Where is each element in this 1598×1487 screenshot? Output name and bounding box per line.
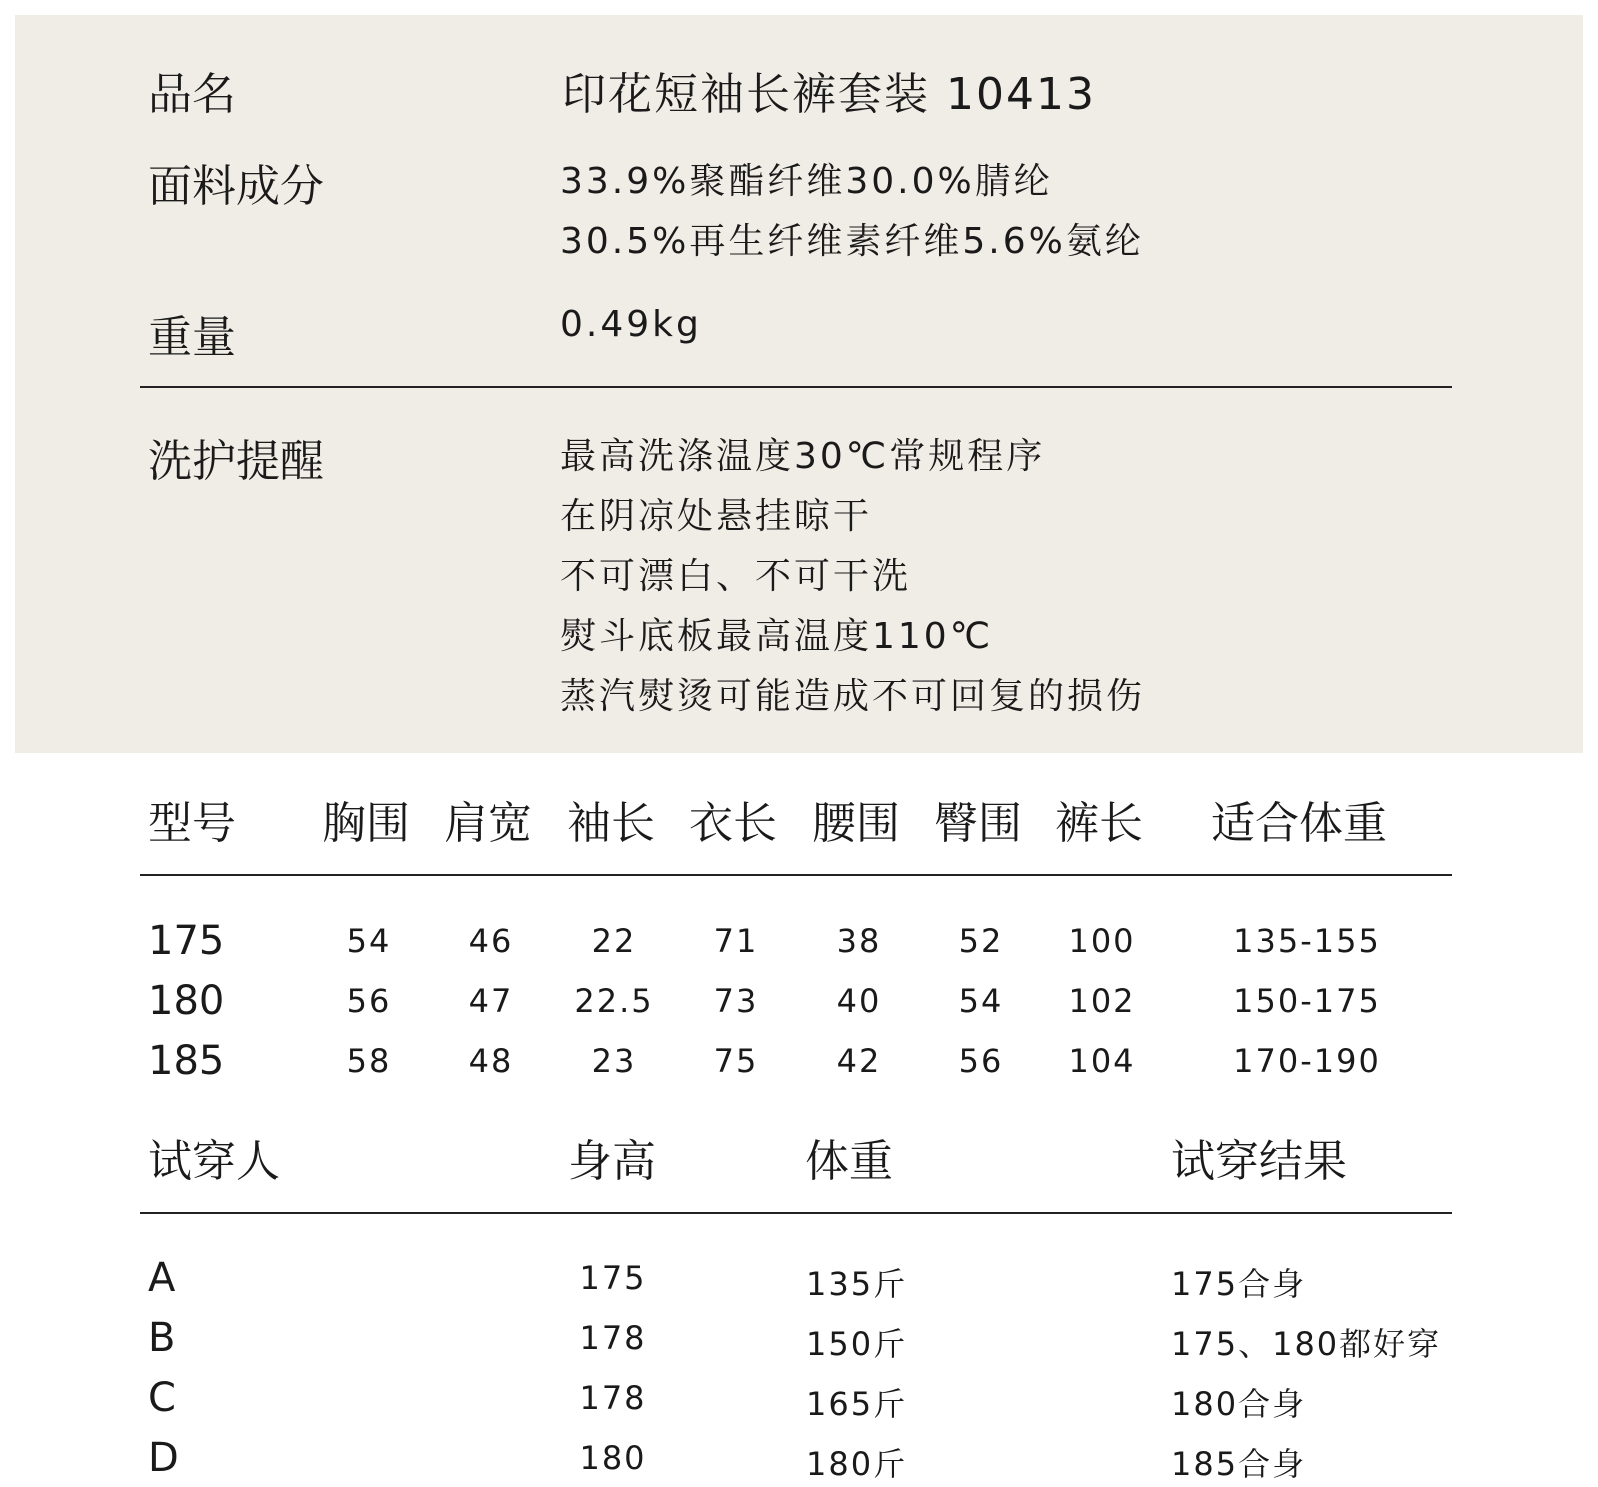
size-row-model: 180 [148, 978, 225, 1024]
size-header-pants: 裤长 [1055, 798, 1143, 849]
size-table-cell: 56 [958, 1042, 1004, 1080]
fabric-label: 面料成分 [148, 161, 324, 212]
size-header-chest: 胸围 [322, 798, 410, 849]
tryon-header-weight: 体重 [805, 1136, 893, 1187]
size-table-cell: 54 [958, 982, 1004, 1020]
care-line: 蒸汽熨烫可能造成不可回复的损伤 [560, 676, 1146, 717]
size-table-cell: 38 [836, 922, 882, 960]
tryon-table-cell: 180合身 [1171, 1385, 1307, 1423]
size-table-cell: 104 [1068, 1042, 1136, 1080]
size-header-length: 衣长 [689, 798, 777, 849]
tryon-table-cell: 135斤 [806, 1265, 908, 1303]
size-table-cell: 170-190 [1233, 1042, 1381, 1080]
size-table-cell: 40 [836, 982, 882, 1020]
size-table-cell: 52 [958, 922, 1004, 960]
care-line: 不可漂白、不可干洗 [560, 556, 912, 597]
divider [140, 874, 1452, 876]
care-line: 最高洗涤温度30℃常规程序 [560, 436, 1046, 477]
tryon-row-person: B [148, 1315, 176, 1361]
tryon-row-person: D [148, 1435, 179, 1481]
tryon-header-height: 身高 [568, 1136, 656, 1187]
tryon-table-cell: 150斤 [806, 1325, 908, 1363]
size-header-sleeve: 袖长 [567, 798, 655, 849]
divider [140, 1212, 1452, 1214]
size-header-waist: 腰围 [812, 798, 900, 849]
size-table-cell: 22 [591, 922, 637, 960]
tryon-table-cell: 178 [579, 1379, 647, 1417]
fabric-line: 33.9%聚酯纤维30.0%腈纶 [560, 161, 1053, 202]
weight-label: 重量 [148, 312, 236, 363]
tryon-row-person: A [148, 1255, 176, 1301]
tryon-table-cell: 178 [579, 1319, 647, 1357]
size-table-cell: 100 [1068, 922, 1136, 960]
tryon-table-cell: 175合身 [1171, 1265, 1307, 1303]
size-table-cell: 54 [346, 922, 392, 960]
size-table-cell: 71 [713, 922, 759, 960]
tryon-table-cell: 185合身 [1171, 1445, 1307, 1483]
tryon-table-cell: 180 [579, 1439, 647, 1477]
care-label: 洗护提醒 [148, 436, 324, 487]
size-table-cell: 73 [713, 982, 759, 1020]
size-table-cell: 58 [346, 1042, 392, 1080]
tryon-table-cell: 175、180都好穿 [1171, 1325, 1442, 1363]
size-table-cell: 150-175 [1233, 982, 1381, 1020]
size-table-cell: 46 [468, 922, 514, 960]
tryon-table-cell: 165斤 [806, 1385, 908, 1423]
tryon-row-person: C [148, 1375, 176, 1421]
care-line: 在阴凉处悬挂晾干 [560, 496, 873, 537]
tryon-header-person: 试穿人 [148, 1136, 280, 1187]
size-header-model: 型号 [148, 798, 236, 849]
product-name-label: 品名 [148, 69, 236, 120]
tryon-table-cell: 180斤 [806, 1445, 908, 1483]
size-table-cell: 48 [468, 1042, 514, 1080]
tryon-header-result: 试穿结果 [1171, 1136, 1347, 1187]
size-header-shoulder: 肩宽 [444, 798, 532, 849]
size-header-hip: 臀围 [934, 798, 1022, 849]
divider [140, 386, 1452, 388]
size-table-cell: 75 [713, 1042, 759, 1080]
size-table-cell: 23 [591, 1042, 637, 1080]
size-row-model: 175 [148, 918, 225, 964]
size-table-cell: 42 [836, 1042, 882, 1080]
care-line: 熨斗底板最高温度110℃ [560, 616, 994, 657]
size-table-cell: 135-155 [1233, 922, 1381, 960]
size-header-weight: 适合体重 [1211, 798, 1387, 849]
size-table-cell: 102 [1068, 982, 1136, 1020]
size-table-cell: 47 [468, 982, 514, 1020]
product-name-value: 印花短袖长裤套装 10413 [562, 69, 1096, 120]
weight-value: 0.49kg [560, 304, 702, 345]
size-table-cell: 22.5 [574, 982, 654, 1020]
size-row-model: 185 [148, 1038, 225, 1084]
size-table-cell: 56 [346, 982, 392, 1020]
tryon-table-cell: 175 [579, 1259, 647, 1297]
fabric-line: 30.5%再生纤维素纤维5.6%氨纶 [560, 221, 1144, 262]
